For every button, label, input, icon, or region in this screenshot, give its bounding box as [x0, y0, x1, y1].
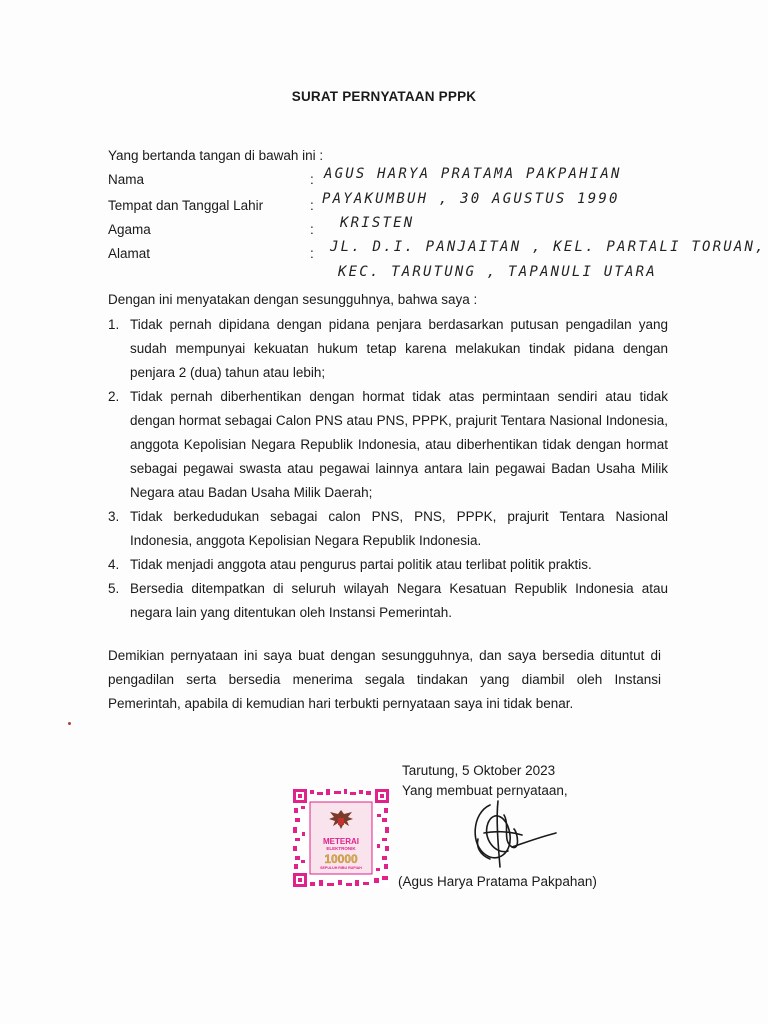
field-colon: : [310, 198, 314, 213]
list-item-text: Tidak pernah diberhentikan dengan hormat tidak atas permintaan sendiri atau tidak dengan hormat sebagai Calon PNS atau PNS, PPPK, prajurit Tentara Nasional Indonesia, anggota Kepolisian Negara Republik Indonesia, atau diberhentikan tidak dengan hormat sebagai pegawai swasta atau pegawai lainnya antara lain pegawai Badan Usaha Milik Negara atau Badan Usaha Milik Daerah; [130, 389, 668, 500]
list-item-number: 2. [108, 389, 120, 404]
list-item [108, 577, 668, 625]
list-item [108, 385, 668, 505]
field-label: Nama [108, 172, 145, 187]
signer-name: (Agus Harya Pratama Pakpahan) [398, 874, 597, 889]
field-colon: : [310, 222, 314, 237]
list-item-number: 5. [108, 581, 120, 596]
field-label: Agama [108, 222, 151, 237]
field-value-agama: KRISTEN [340, 215, 415, 231]
list-item-text: Tidak pernah dipidana dengan pidana penjara berdasarkan putusan pengadilan yang sudah mempunyai kekuatan hukum tetap karena melakukan tindak pidana dengan penjara 2 (dua) tahun atau lebih; [130, 317, 668, 380]
field-colon: : [310, 246, 314, 261]
list-item-text: Tidak berkedudukan sebagai calon PNS, PNS, PPPK, prajurit Tentara Nasional Indonesia, anggota Kepolisian Negara Republik Indonesia. [130, 509, 668, 548]
field-value-tempat-lahir: PAYAKUMBUH , 30 AGUSTUS 1990 [322, 191, 620, 207]
field-label: Tempat dan Tanggal Lahir [108, 198, 264, 213]
list-item-number: 1. [108, 317, 120, 332]
list-item-text: Bersedia ditempatkan di seluruh wilayah Negara Kesatuan Republik Indonesia atau negara lain yang ditentukan oleh Instansi Pemerintah. [130, 581, 668, 620]
field-label: Alamat [108, 246, 151, 261]
closing-paragraph: Demikian pernyataan ini saya buat dengan sesungguhnya, dan saya bersedia dituntut di pengadilan serta bersedia menerima segala tindakan yang diambil oleh Instansi Pemerintah, apabila di kemudian hari terbukti pernyataan saya ini tidak benar. [108, 648, 661, 711]
list-item-number: 3. [108, 509, 120, 524]
field-value-alamat-line1: JL. D.I. PANJAITAN , KEL. PARTALI TORUAN, [330, 239, 766, 255]
field-colon: : [310, 172, 314, 187]
field-value-nama: AGUS HARYA PRATAMA PAKPAHIAN [324, 166, 622, 182]
lead-text: Dengan ini menyatakan dengan sesungguhnya, bahwa saya : [108, 292, 478, 307]
document-title: SURAT PERNYATAAN PPPK [291, 89, 477, 104]
meterai-sublabel: ELEKTRONIK [326, 846, 356, 851]
list-item [108, 553, 668, 577]
list-item-number: 4. [108, 557, 120, 572]
place-date: Tarutung, 5 Oktober 2023 [402, 763, 556, 778]
meterai-stamp-icon [292, 788, 390, 888]
field-value-alamat-line2: KEC. TARUTUNG , TAPANULI UTARA [338, 264, 657, 280]
meterai-footer: SEPULUH RIBU RUPIAH [320, 866, 362, 870]
meterai-value: 10000 [324, 852, 358, 866]
scan-speck [68, 722, 71, 725]
maker-label: Yang membuat pernyataan, [402, 783, 568, 798]
signature-icon [460, 795, 560, 873]
list-item-text: Tidak menjadi anggota atau pengurus partai politik atau terlibat politik praktis. [130, 557, 592, 572]
list-item [108, 505, 668, 553]
intro-text: Yang bertanda tangan di bawah ini : [108, 148, 324, 163]
meterai-label: METERAI [323, 837, 359, 846]
statement-list [108, 313, 668, 625]
list-item [108, 313, 668, 385]
